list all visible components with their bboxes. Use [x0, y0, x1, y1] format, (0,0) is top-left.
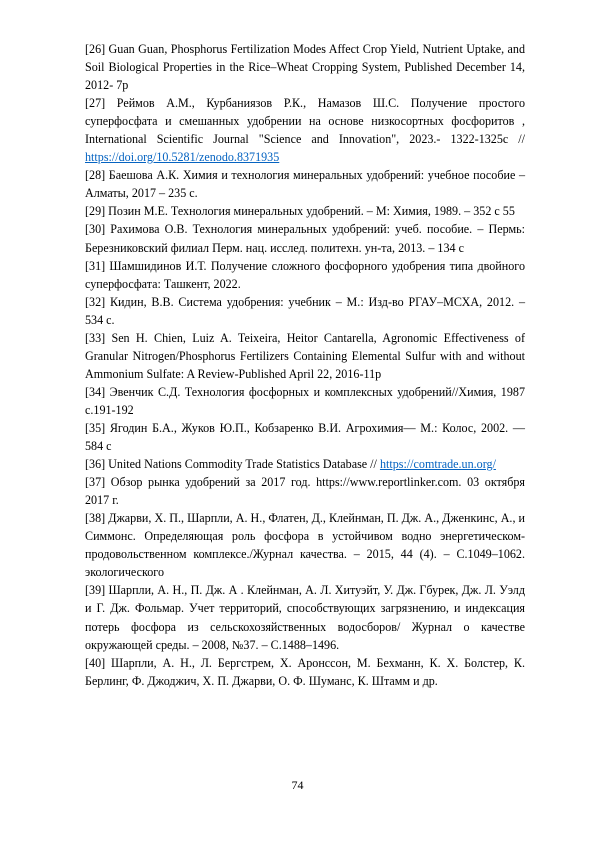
reference-text: [38] Джарви, Х. П., Шарпли, А. Н., Флатен, Д., Клейнман, П. Дж. А., Дженкинс, А., и Симмонс. Определяющая роль фосфора в устойчивом водно энергетическом-продовольственном комплексе./Журнал качества. – 2015, 44 (4). – С.1049–1062. экологического	[85, 511, 525, 580]
doi-link[interactable]: https://doi.org/10.5281/zenodo.8371935	[85, 150, 280, 165]
reference-text: [37] Обзор рынка удобрений за 2017 год. https://www.reportlinker.com. 03 октября 2017 г.	[85, 475, 525, 508]
reference-text: [27] Реймов А.М., Курбаниязов Р.К., Намазов Ш.С. Получение простого суперфосфата и смешанных удобрении на основе низкосортных фосфоритов , International Scientific Journal "Science and Innovation", 2023.- 1322-1325c //	[85, 96, 525, 147]
reference-item-26	[85, 40, 525, 94]
reference-item-39	[85, 581, 525, 653]
page-number: 74	[291, 778, 304, 792]
reference-item-30	[85, 220, 525, 256]
reference-text: [32] Кидин, В.В. Система удобрения: учебник – М.: Изд-во РГАУ–МСХА, 2012. – 534 с.	[85, 294, 525, 327]
reference-text: [31] Шамшидинов И.Т. Получение сложного фосфорного удобрения типа двойного суперфосфата: Ташкент, 2022.	[85, 258, 525, 291]
reference-item-32	[85, 293, 525, 329]
comtrade-link[interactable]: https://comtrade.un.org/	[379, 457, 496, 472]
reference-text: [29] Позин М.Е. Технология минеральных удобрений. – М: Химия, 1989. – 352 с 55	[85, 204, 515, 219]
reference-text: [30] Рахимова О.В. Технология минеральных удобрений: учеб. пособие. – Пермь: Березниковский филиал Перм. нац. исслед. политехн. ун-та, 2013. – 134 с	[85, 222, 525, 255]
reference-list	[85, 40, 525, 690]
reference-item-34	[85, 383, 525, 419]
reference-text: [36] United Nations Commodity Trade Statistics Database //	[85, 457, 380, 472]
reference-item-38	[85, 509, 525, 581]
reference-item-40	[85, 654, 525, 690]
reference-text: [40] Шарпли, А. Н., Л. Бергстрем, Х. Аронссон, М. Бехманн, К. Х. Болстер, К. Берлинг, Ф. Джоджич, Х. П. Джарви, О. Ф. Шуманс, К. Штамм и др.	[85, 655, 525, 688]
reference-item-27	[85, 94, 525, 166]
reference-item-29	[85, 202, 525, 220]
reference-item-37	[85, 473, 525, 509]
reference-item-28	[85, 166, 525, 202]
reference-item-31	[85, 257, 525, 293]
reference-text: [26] Guan Guan, Phosphorus Fertilization Modes Affect Crop Yield, Nutrient Uptake, and Soil Biological Properties in the Rice–Wheat Cropping System, Published December 14, 2012- 7p	[85, 42, 525, 93]
reference-text: [33] Sen H. Chien, Luiz A. Teixeira, Heitor Cantarella, Agronomic Effectiveness of Granular Nitrogen/Phosphorus Fertilizers Containing Elemental Sulfur with and without Ammonium Sulfate: A Review-Published April 22, 2016-11p	[85, 330, 525, 381]
reference-item-35	[85, 419, 525, 455]
reference-item-36	[85, 455, 525, 473]
reference-text: [34] Эвенчик С.Д. Технология фосфорных и комплексных удобрений//Химия, 1987 с.191-192	[85, 384, 525, 417]
reference-text: [35] Ягодин Б.А., Жуков Ю.П., Кобзаренко В.И. Агрохимия— М.: Колос, 2002. — 584 с	[85, 420, 525, 454]
reference-item-33	[85, 329, 525, 383]
reference-text: [39] Шарпли, А. Н., П. Дж. А . Клейнман, А. Л. Хитуэйт, У. Дж. Гбурек, Дж. Л. Уэлд и Г. Дж. Фольмар. Учет территорий, способствующих загрязнению, и индексация потерь фосфора из сельскохозяйственных водосборов/ Журнал о качестве окружающей среды. – 2008, №37. – С.1488–1496.	[85, 583, 525, 652]
reference-text: [28] Баешова А.К. Химия и технология минеральных удобрений: учебное пособие – Алматы, 2017 – 235 с.	[85, 168, 525, 201]
